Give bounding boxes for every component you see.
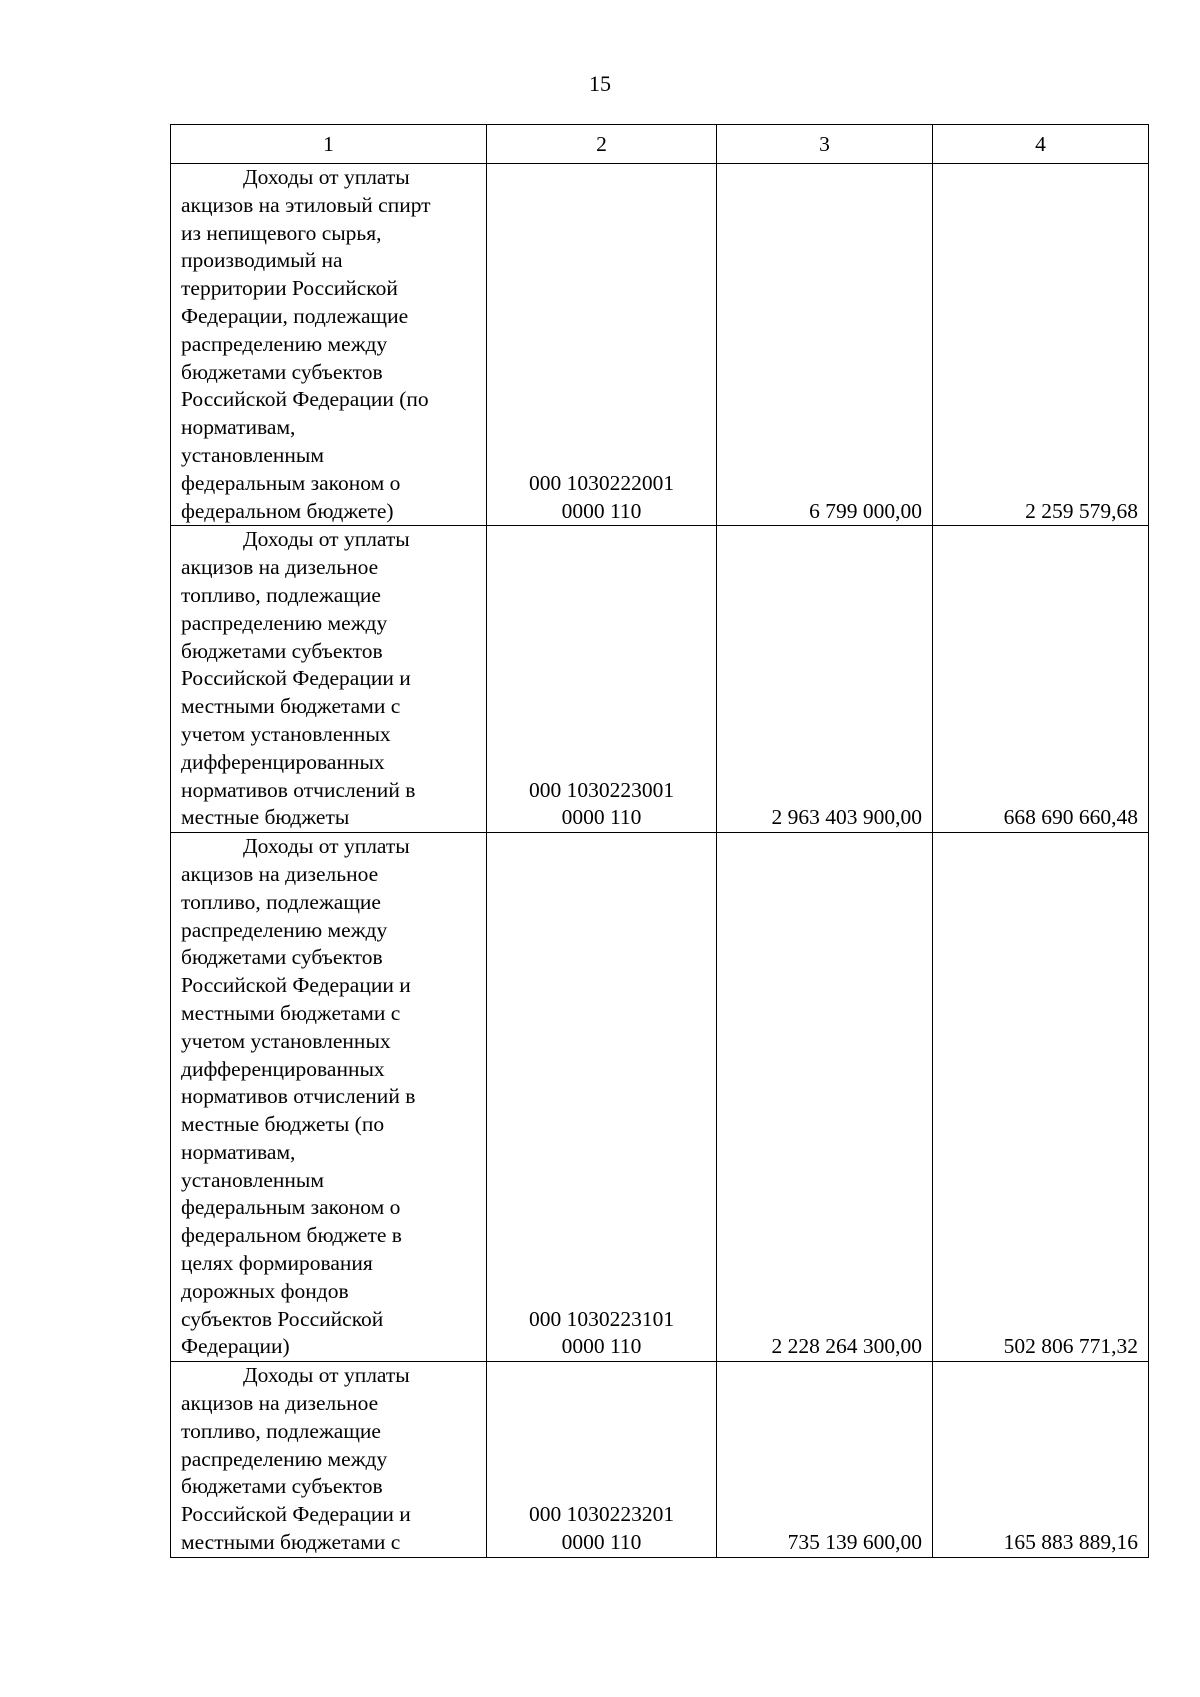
budget-code-line: 000 1030223101 — [528, 1306, 675, 1331]
revenue-name-line: нормативам, — [181, 415, 296, 440]
actual-amount-cell: 165 883 889,16 — [933, 1362, 1149, 1558]
actual-amount-cell: 502 806 771,32 — [933, 833, 1149, 1362]
revenue-name-line: территории Российской — [181, 276, 398, 301]
revenue-name-line: дифференцированных — [181, 1056, 385, 1081]
budget-code-cell — [487, 833, 717, 1362]
page-number: 15 — [589, 71, 611, 96]
budget-code-cell — [487, 1362, 717, 1558]
revenue-name-line: Российской Федерации и — [181, 666, 411, 691]
revenue-name-line: федеральном бюджете) — [181, 498, 394, 523]
revenue-name-line: бюджетами субъектов — [181, 1474, 383, 1499]
revenue-name-line: Федерации, подлежащие — [181, 303, 409, 328]
revenue-name-line: дорожных фондов — [181, 1278, 349, 1303]
budget-code-cell — [487, 526, 717, 833]
revenue-name-line: распределению между — [181, 610, 388, 635]
budget-code-cell — [487, 164, 717, 526]
header-row — [171, 125, 1149, 164]
revenue-table — [170, 124, 1149, 1558]
budget-code-line: 000 1030223201 — [528, 1502, 675, 1527]
revenue-name-line: установленным — [181, 1167, 324, 1192]
column-header-2: 2 — [487, 125, 717, 164]
revenue-name-line: бюджетами субъектов — [181, 638, 383, 663]
revenue-name-line: распределению между — [181, 331, 388, 356]
revenue-name-line: распределению между — [181, 917, 388, 942]
revenue-name-line: бюджетами субъектов — [181, 945, 383, 970]
revenue-name-line: федеральным законом о — [181, 1195, 401, 1220]
budget-code-line: 0000 110 — [561, 498, 642, 523]
plan-amount-cell: 2 963 403 900,00 — [717, 526, 933, 833]
revenue-name-line: акцизов на дизельное — [181, 1391, 379, 1416]
revenue-name-line: топливо, подлежащие — [181, 889, 381, 914]
revenue-name-line: Федерации) — [181, 1334, 290, 1359]
table-row — [171, 164, 1149, 526]
revenue-name-line: Доходы от уплаты — [243, 834, 410, 859]
revenue-name-line: местными бюджетами с — [181, 1530, 401, 1555]
revenue-name-line: топливо, подлежащие — [181, 1418, 381, 1443]
budget-code-line: 0000 110 — [561, 1530, 642, 1555]
revenue-name-cell — [171, 1362, 487, 1558]
revenue-name-line: установленным — [181, 442, 324, 467]
revenue-name-line: целях формирования — [181, 1251, 373, 1276]
budget-code-line: 0000 110 — [561, 1334, 642, 1359]
revenue-name-line: распределению между — [181, 1446, 388, 1471]
plan-amount-cell: 2 228 264 300,00 — [717, 833, 933, 1362]
table-row — [171, 833, 1149, 1362]
budget-code-line: 0000 110 — [561, 805, 642, 830]
revenue-name-line: местные бюджеты — [181, 805, 350, 830]
revenue-name-line: из непищевого сырья, — [181, 220, 382, 245]
revenue-name-cell — [171, 164, 487, 526]
plan-amount-cell: 735 139 600,00 — [717, 1362, 933, 1558]
revenue-name-line: акцизов на дизельное — [181, 555, 379, 580]
revenue-name-line: учетом установленных — [181, 721, 391, 746]
revenue-name-line: акцизов на этиловый спирт — [181, 192, 431, 217]
revenue-name-line: нормативов отчислений в — [181, 777, 416, 802]
plan-amount-cell: 6 799 000,00 — [717, 164, 933, 526]
column-header-3: 3 — [717, 125, 933, 164]
revenue-name-line: субъектов Российской — [181, 1306, 384, 1331]
revenue-name-line: акцизов на дизельное — [181, 861, 379, 886]
revenue-name-line: Доходы от уплаты — [243, 1363, 410, 1388]
revenue-name-line: Доходы от уплаты — [243, 527, 410, 552]
revenue-name-line: местными бюджетами с — [181, 694, 401, 719]
revenue-name-line: местными бюджетами с — [181, 1000, 401, 1025]
revenue-name-line: дифференцированных — [181, 749, 385, 774]
revenue-name-line: федеральном бюджете в — [181, 1223, 402, 1248]
column-header-1: 1 — [171, 125, 487, 164]
column-header-4: 4 — [933, 125, 1149, 164]
actual-amount-cell: 2 259 579,68 — [933, 164, 1149, 526]
revenue-name-line: Доходы от уплаты — [243, 165, 410, 189]
revenue-name-line: местные бюджеты (по — [181, 1112, 385, 1137]
revenue-name-line: Российской Федерации и — [181, 973, 411, 998]
budget-code-line: 000 1030222001 — [528, 470, 675, 495]
table-row — [171, 526, 1149, 833]
budget-code-line: 000 1030223001 — [528, 777, 675, 802]
revenue-name-line: нормативам, — [181, 1139, 296, 1164]
revenue-name-line: федеральным законом о — [181, 470, 401, 495]
revenue-name-line: бюджетами субъектов — [181, 359, 383, 384]
table-row — [171, 1362, 1149, 1558]
revenue-name-line: топливо, подлежащие — [181, 582, 381, 607]
actual-amount-cell: 668 690 660,48 — [933, 526, 1149, 833]
revenue-name-cell — [171, 833, 487, 1362]
revenue-name-line: учетом установленных — [181, 1028, 391, 1053]
revenue-name-line: Российской Федерации и — [181, 1502, 411, 1527]
revenue-name-cell — [171, 526, 487, 833]
revenue-name-line: производимый на — [181, 248, 343, 273]
revenue-name-line: нормативов отчислений в — [181, 1084, 416, 1109]
table-body — [171, 164, 1149, 1558]
revenue-name-line: Российской Федерации (по — [181, 387, 429, 412]
